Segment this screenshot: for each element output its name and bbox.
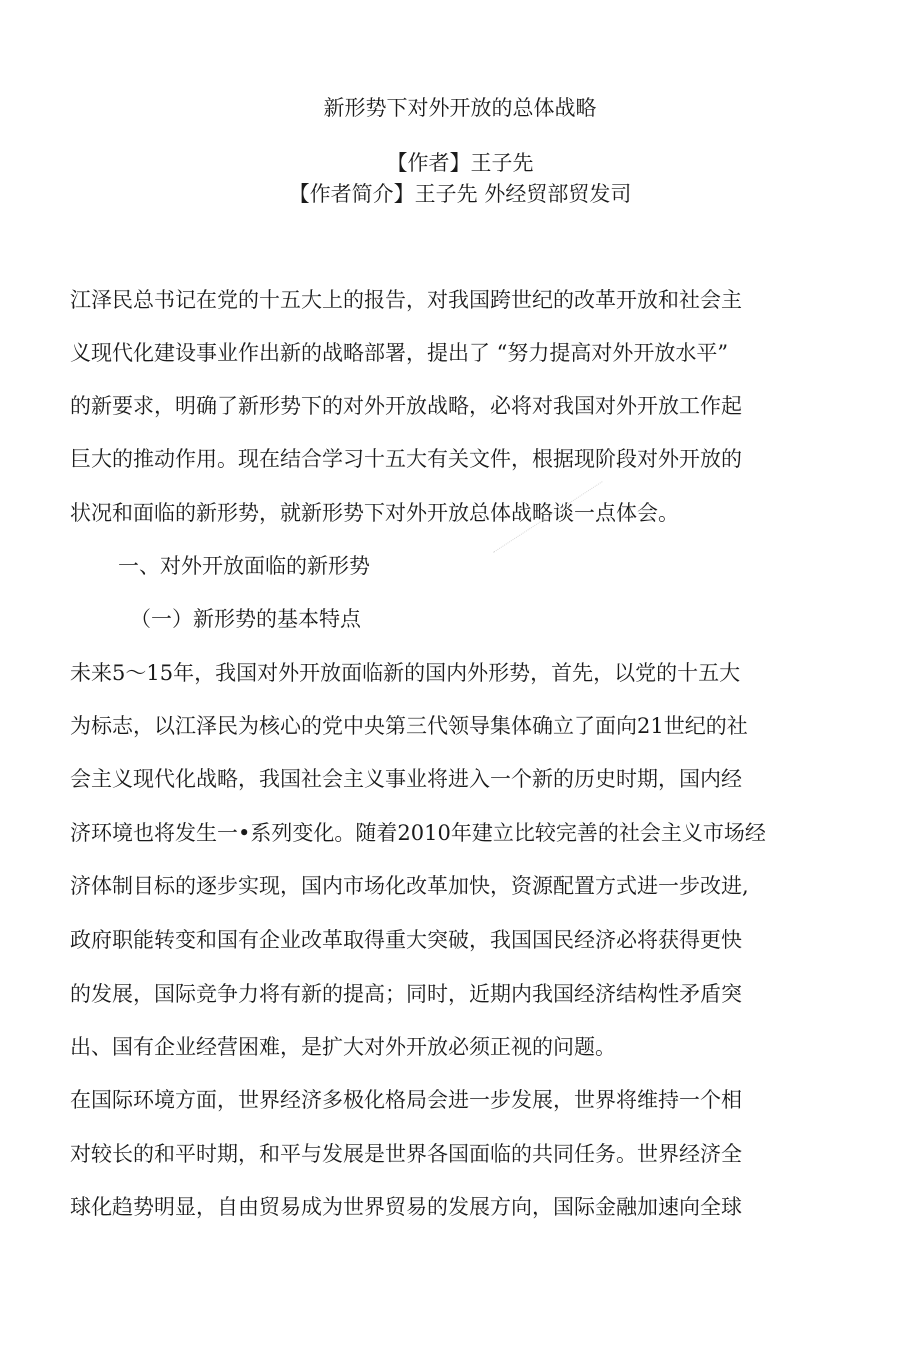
paragraph-line: 的发展，国际竞争力将有新的提高；同时，近期内我国经济结构性矛盾突	[70, 982, 742, 1006]
paragraph-line: 球化趋势明显，自由贸易成为世界贸易的发展方向，国际金融加速向全球	[70, 1195, 742, 1219]
paragraph-line: 状况和面临的新形势，就新形势下对外开放总体战略谈一点体会。	[70, 501, 679, 525]
paragraph-line: 巨大的推动作用。现在结合学习十五大有关文件，根据现阶段对外开放的	[70, 447, 742, 471]
paragraph-line: 的新要求，明确了新形势下的对外开放战略，必将对我国对外开放工作起	[70, 394, 742, 418]
author-line: 【作者】王子先	[386, 151, 534, 175]
paragraph-line: 政府职能转变和国有企业改革取得重大突破，我国国民经济必将获得更快	[70, 928, 742, 952]
paragraph-line: 济体制目标的逐步实现，国内市场化改革加快，资源配置方式进一步改进,	[70, 874, 749, 898]
paragraph-line: 会主义现代化战略，我国社会主义事业将进入一个新的历史时期，国内经	[70, 767, 742, 791]
paragraph-line: 在国际环境方面，世界经济多极化格局会进一步发展，世界将维持一个相	[70, 1088, 742, 1112]
paragraph-line: 出、国有企业经营困难，是扩大对外开放必须正视的问题。	[70, 1035, 616, 1059]
section-heading: 一、对外开放面临的新形势	[118, 554, 370, 578]
paragraph-line: 义现代化建设事业作出新的战略部署，提出了 “努力提高对外开放水平”	[70, 341, 729, 365]
paragraph-line: 为标志，以江泽民为核心的党中央第三代领导集体确立了面向21世纪的社	[70, 714, 748, 738]
paragraph-line: 未来5～15年，我国对外开放面临新的国内外形势，首先，以党的十五大	[70, 661, 741, 685]
paragraph-line: 江泽民总书记在党的十五大上的报告，对我国跨世纪的改革开放和社会主	[70, 288, 742, 312]
paragraph-line: 对较长的和平时期，和平与发展是世界各国面临的共同任务。世界经济全	[70, 1142, 742, 1166]
paragraph-line: 济环境也将发生一•系列变化。随着2010年建立比较完善的社会主义市场经	[70, 821, 766, 845]
author-bio-line: 【作者简介】王子先 外经贸部贸发司	[288, 182, 632, 206]
document-title: 新形势下对外开放的总体战略	[323, 96, 597, 120]
subsection-heading: （一）新形势的基本特点	[130, 607, 361, 631]
